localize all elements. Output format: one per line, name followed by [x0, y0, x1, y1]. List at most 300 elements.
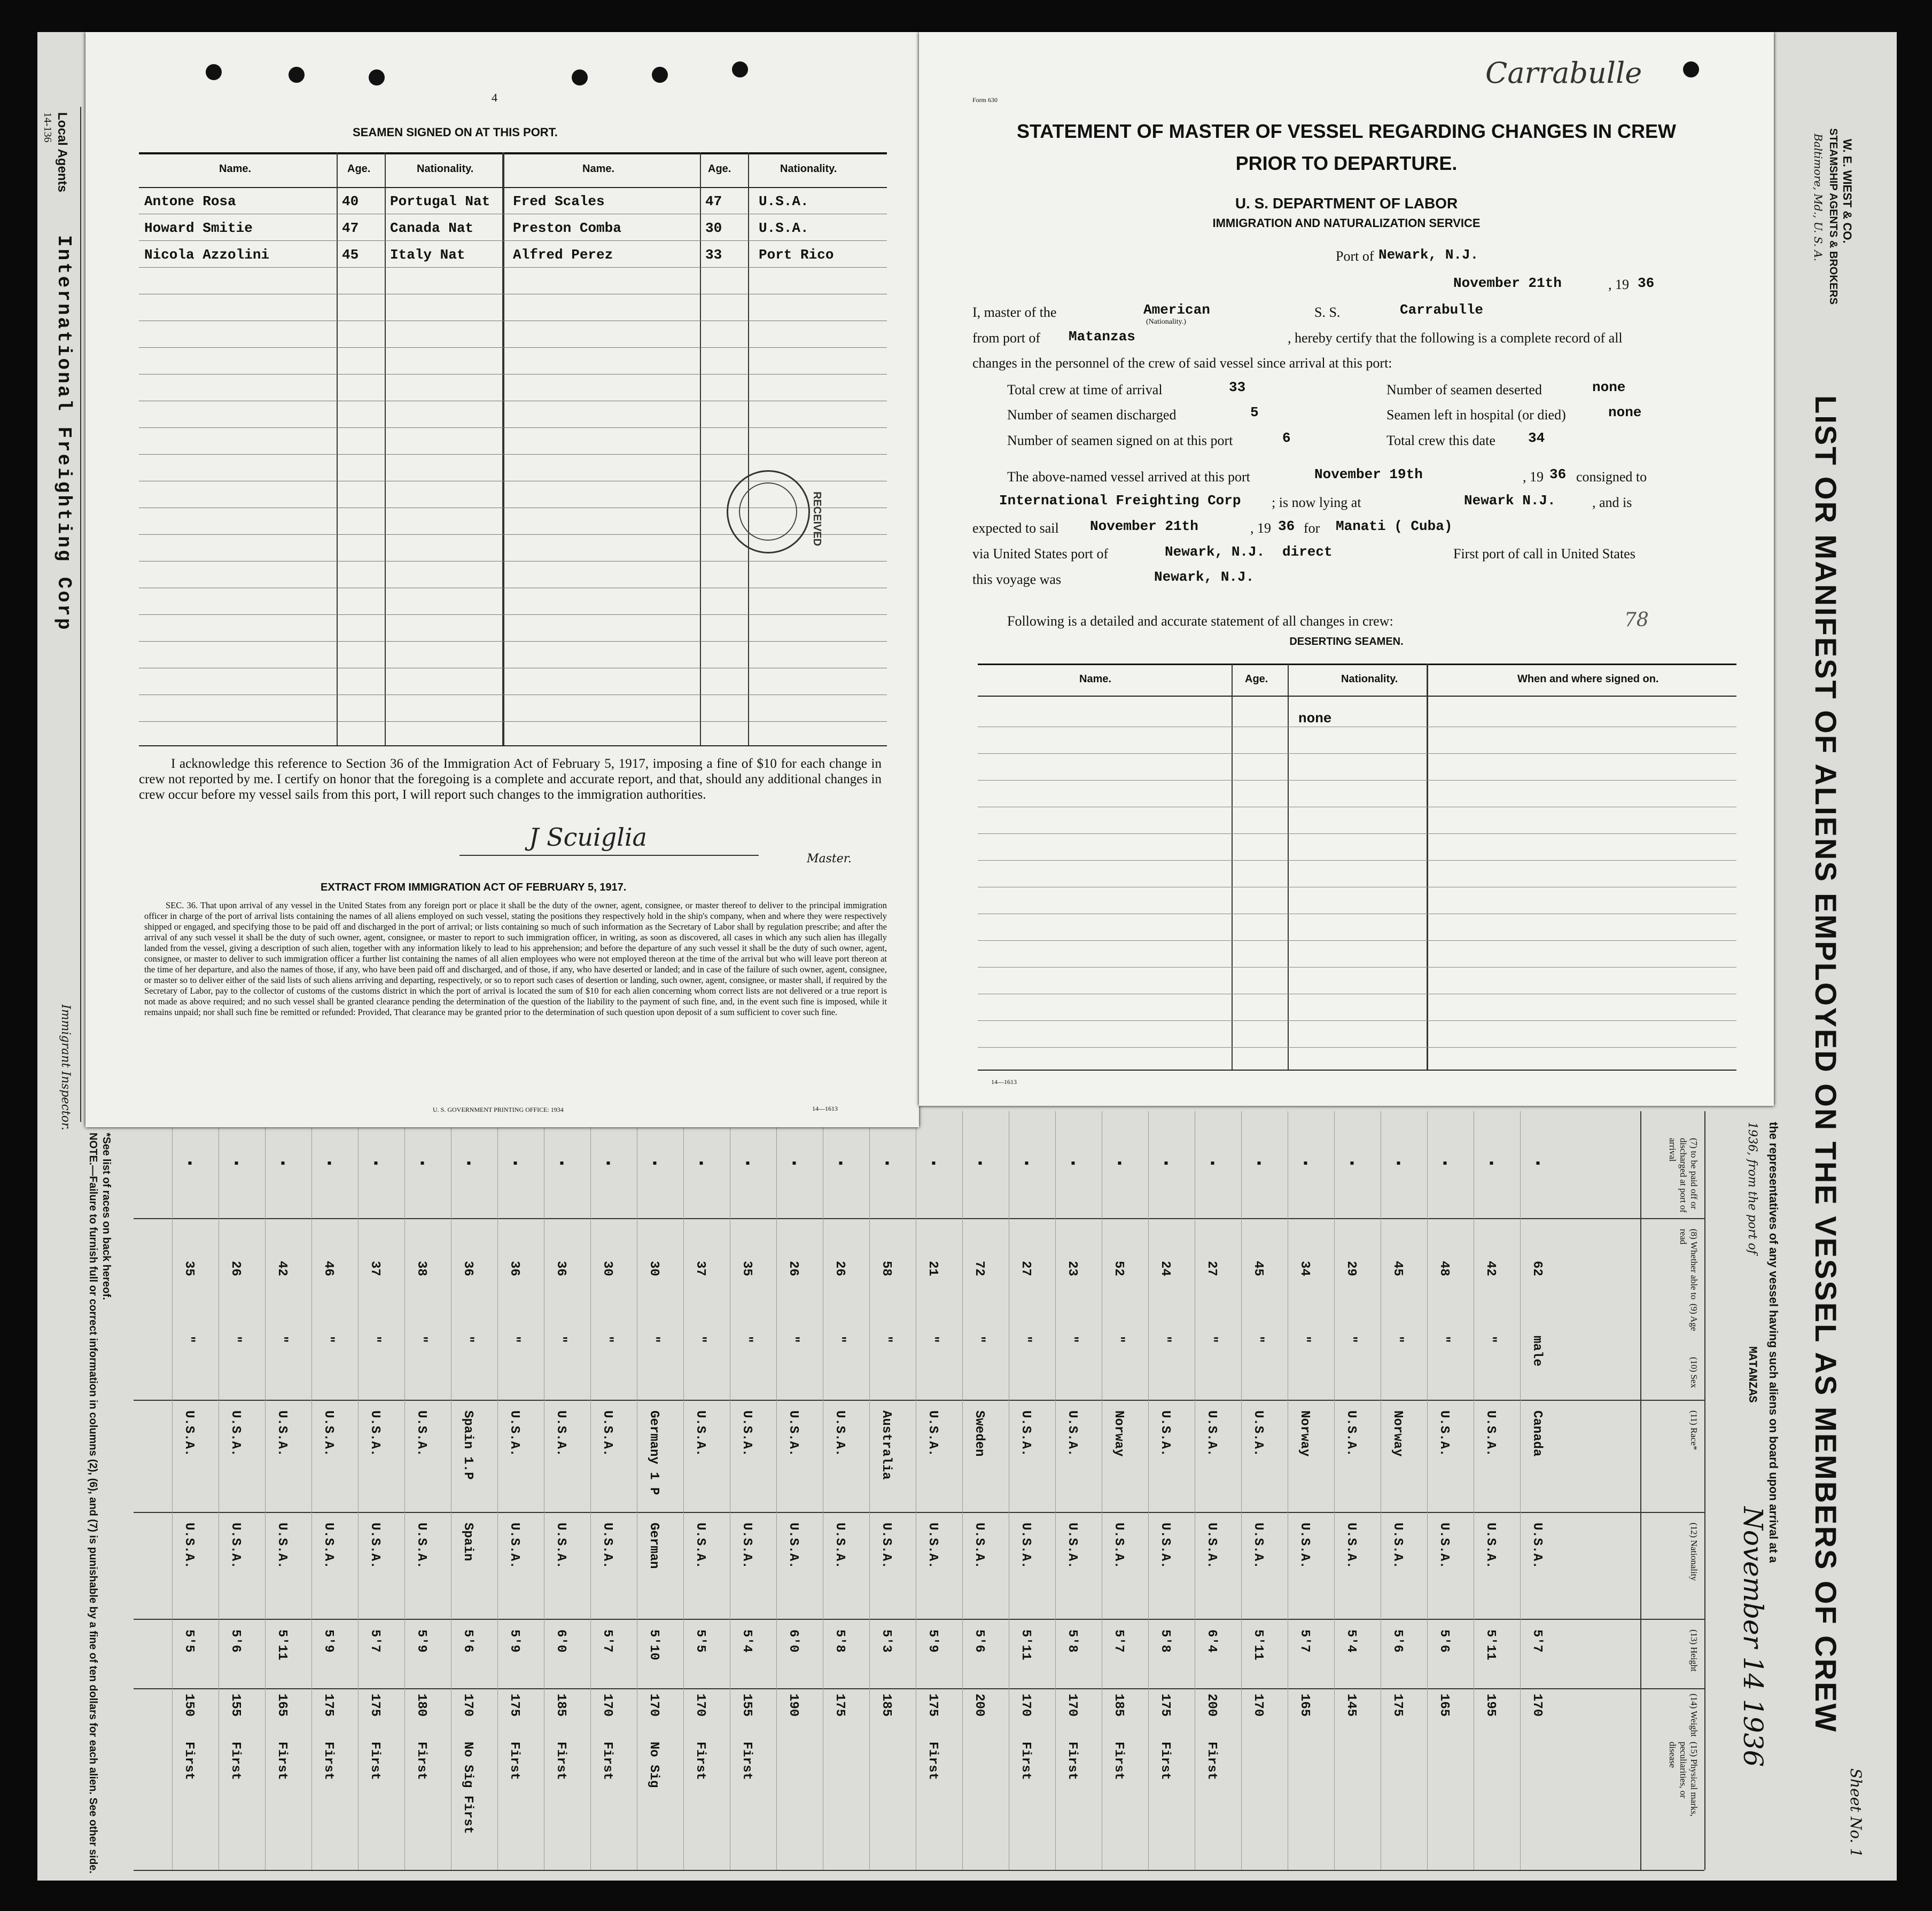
first-call-label: First port of call in United States — [1453, 546, 1635, 561]
manifest-col-header: (7) to be paid off or discharged at port of arrival — [1668, 1138, 1699, 1213]
manifest-weight: 170 — [461, 1694, 475, 1717]
manifest-race: U.S.A. — [786, 1410, 800, 1457]
manifest-race: U.S.A. — [1344, 1410, 1358, 1457]
manifest-height: 5'7 — [600, 1629, 614, 1653]
desert-header: Age. — [1245, 673, 1268, 685]
manifest-marks: First — [1158, 1742, 1172, 1781]
manifest-race: U.S.A. — [1158, 1410, 1172, 1457]
signed-on-cell: Canada Nat — [390, 220, 474, 236]
manifest-race: U.S.A. — [1437, 1410, 1451, 1457]
via-port: Newark, N.J. — [1165, 544, 1265, 560]
manifest-nationality: U.S.A. — [1018, 1523, 1033, 1569]
manifest-height: 5'9 — [414, 1629, 429, 1653]
manifest-age: 36 — [507, 1261, 521, 1276]
manifest-row-line — [1055, 1111, 1056, 1870]
manifest-nationality: U.S.A. — [507, 1523, 521, 1569]
manifest-sex: " — [925, 1336, 940, 1344]
manifest-row-line — [869, 1111, 870, 1870]
manifest-nationality: U.S.A. — [368, 1523, 382, 1569]
manifest-read-mark: ▪ — [879, 1159, 893, 1167]
manifest-nationality: U.S.A. — [600, 1523, 614, 1569]
column-header: Nationality. — [780, 163, 837, 175]
col-line — [337, 152, 338, 745]
manifest-row-line — [1427, 1111, 1428, 1870]
desert-row-line — [978, 1020, 1736, 1021]
col-sep-13 — [134, 1619, 1704, 1620]
manifest-weight: 175 — [925, 1694, 940, 1717]
manifest-weight: 170 — [1018, 1694, 1033, 1717]
manifest-col-header: (13) Height — [1689, 1629, 1699, 1672]
signed-on-cell: Alfred Perez — [513, 247, 613, 263]
manifest-height: 5'11 — [1251, 1629, 1265, 1660]
master-label: Master. — [807, 852, 852, 865]
manifest-height: 5'7 — [1530, 1629, 1544, 1653]
scribble-number: 78 — [1624, 609, 1649, 631]
manifest-weight: 200 — [1204, 1694, 1219, 1717]
manifest-weight: 175 — [1390, 1694, 1405, 1717]
manifest-sex: " — [1158, 1336, 1172, 1344]
row-line — [139, 614, 887, 615]
department: U. S. DEPARTMENT OF LABOR — [1235, 195, 1458, 212]
following-text: Following is a detailed and accurate statement of all changes in crew: — [1007, 613, 1393, 629]
punch-hole — [572, 69, 588, 85]
master-signature: J Scuiglia — [529, 823, 647, 852]
manifest-read-mark: ▪ — [368, 1159, 382, 1167]
agent-stamp-line3: Baltimore, Md., U. S. A. — [1812, 134, 1825, 262]
manifest-race: Australia — [879, 1410, 893, 1480]
total-today-value: 34 — [1528, 430, 1545, 446]
row-line — [139, 641, 887, 642]
manifest-sex: " — [1018, 1336, 1033, 1344]
manifest-read-mark: ▪ — [600, 1159, 614, 1167]
punch-hole — [206, 64, 222, 80]
manifest-read-mark: ▪ — [972, 1159, 986, 1167]
signed-on-cell: 47 — [705, 193, 722, 209]
manifest-read-mark: ▪ — [414, 1159, 429, 1167]
manifest-weight: 175 — [368, 1694, 382, 1717]
manifest-arrival-date: November 14 1936 — [1738, 1507, 1769, 1767]
manifest-nationality: U.S.A. — [1483, 1523, 1498, 1569]
manifest-sex: " — [554, 1336, 568, 1344]
acknowledgement-text: I acknowledge this reference to Section 36 of the Immigration Act of February 5, 1917, imposing a fine of $10 for each change in crew not reported by me. I certify on honor that the foregoing is a complete and accurate report, and that, should any additional changes in crew occur before my vessel sails from this port, I will report such changes to the immigration authorities. — [139, 756, 882, 802]
arrived-label: The above-named vessel arrived at this port — [1007, 469, 1250, 485]
manifest-nationality: U.S.A. — [1530, 1523, 1544, 1569]
manifest-height: 5'8 — [832, 1629, 847, 1653]
manifest-height: 5'9 — [925, 1629, 940, 1653]
statement-of-master-page — [919, 32, 1774, 1106]
manifest-age: 36 — [554, 1261, 568, 1276]
manifest-sex: " — [786, 1336, 800, 1344]
manifest-race: U.S.A. — [1204, 1410, 1219, 1457]
manifest-age: 35 — [739, 1261, 754, 1276]
arrived-date: November 19th — [1314, 466, 1423, 482]
manifest-weight: 175 — [1158, 1694, 1172, 1717]
manifest-read-mark: ▪ — [1344, 1159, 1358, 1167]
manifest-col-header: (15) Physical marks, peculiarities, or disease — [1668, 1742, 1699, 1817]
manifest-age: 26 — [832, 1261, 847, 1276]
statement-date: November 21th — [1453, 275, 1562, 291]
signed-on-cell: Port Rico — [759, 247, 834, 263]
margin-rule — [80, 107, 81, 1122]
manifest-weight: 145 — [1344, 1694, 1358, 1717]
col-sep-15 — [134, 1870, 1704, 1871]
manifest-age: 35 — [182, 1261, 196, 1276]
manifest-height: 5'6 — [228, 1629, 243, 1653]
manifest-read-mark: ▪ — [1111, 1159, 1126, 1167]
manifest-weight: 170 — [600, 1694, 614, 1717]
table-header-rule — [139, 187, 887, 188]
manifest-race: U.S.A. — [832, 1410, 847, 1457]
row-line — [139, 267, 887, 268]
certify-text: , hereby certify that the following is a complete record of all — [1288, 330, 1623, 346]
manifest-nationality: U.S.A. — [182, 1523, 196, 1569]
manifest-height: 6'0 — [786, 1629, 800, 1653]
voyage-port: Newark, N.J. — [1154, 569, 1255, 585]
signed-on-cell: 47 — [342, 220, 359, 236]
page-number: 4 — [492, 91, 497, 104]
manifest-age: 52 — [1111, 1261, 1126, 1276]
manifest-row-line — [172, 1111, 173, 1870]
voyage-label: this voyage was — [972, 572, 1062, 587]
manifest-weight: 175 — [507, 1694, 521, 1717]
ss-label: S. S. — [1314, 305, 1341, 320]
hospital-label: Seamen left in hospital (or died) — [1386, 407, 1566, 423]
manifest-race: U.S.A. — [414, 1410, 429, 1457]
desert-row-line — [978, 1047, 1736, 1048]
manifest-nationality: U.S.A. — [275, 1523, 289, 1569]
signed-on-cell: 45 — [342, 247, 359, 263]
manifest-race: U.S.A. — [554, 1410, 568, 1457]
discharged-label: Number of seamen discharged — [1007, 407, 1177, 423]
agent-stamp-line1: W. E. WIEST & CO. — [1841, 139, 1854, 244]
manifest-age: 42 — [1483, 1261, 1498, 1276]
manifest-race: U.S.A. — [275, 1410, 289, 1457]
manifest-race: Norway — [1297, 1410, 1312, 1457]
manifest-race: Germany 1 P — [646, 1410, 661, 1495]
manifest-height: 5'4 — [739, 1629, 754, 1653]
desert-col-line — [1288, 664, 1289, 1070]
manifest-col-header: (8) Whether able to read — [1678, 1229, 1699, 1300]
manifest-row-line — [683, 1111, 684, 1870]
column-header: Age. — [347, 163, 371, 175]
footnote-races: *See list of races on back hereof. — [100, 1133, 112, 1300]
manifest-read-mark: ▪ — [739, 1159, 754, 1167]
agent-stamp-line2: STEAMSHIP AGENTS & BROKERS — [1827, 128, 1839, 305]
manifest-nationality: German — [646, 1523, 661, 1569]
manifest-race: U.S.A. — [1251, 1410, 1265, 1457]
signed-on-cell: 40 — [342, 193, 359, 209]
manifest-sex: " — [1204, 1336, 1219, 1344]
master-of-label: I, master of the — [972, 305, 1057, 320]
manifest-row-line — [1520, 1111, 1521, 1870]
manifest-sex: " — [321, 1336, 336, 1344]
manifest-height: 5'6 — [972, 1629, 986, 1653]
manifest-marks: First — [321, 1742, 336, 1781]
signed-on-cell: U.S.A. — [759, 193, 809, 209]
manifest-age: 34 — [1297, 1261, 1312, 1276]
manifest-row-line — [1148, 1111, 1149, 1870]
deserted-value: none — [1592, 379, 1626, 395]
manifest-subtitle: the representatives of any vessel having such aliens on board upon arrival at a — [1767, 1122, 1780, 1563]
column-header: Name. — [582, 163, 615, 175]
manifest-race: U.S.A. — [1483, 1410, 1498, 1457]
manifest-race: U.S.A. — [739, 1410, 754, 1457]
manifest-sex: " — [275, 1336, 289, 1344]
service: IMMIGRATION AND NATURALIZATION SERVICE — [1212, 216, 1481, 230]
manifest-sex: " — [1297, 1336, 1312, 1344]
signed-on-cell: Italy Nat — [390, 247, 465, 263]
manifest-col-header: (11) Race* — [1689, 1410, 1699, 1450]
manifest-sex: " — [972, 1336, 986, 1344]
manifest-age: 23 — [1065, 1261, 1079, 1276]
manifest-read-mark: ▪ — [275, 1159, 289, 1167]
manifest-read-mark: ▪ — [925, 1159, 940, 1167]
signed-on-cell: Portugal Nat — [390, 193, 490, 209]
row-line — [139, 374, 887, 375]
punch-hole — [652, 67, 668, 83]
manifest-weight: 195 — [1483, 1694, 1498, 1717]
manifest-read-mark: ▪ — [321, 1159, 336, 1167]
manifest-row-line — [497, 1111, 498, 1870]
signature-line — [459, 855, 759, 856]
manifest-age: 45 — [1390, 1261, 1405, 1276]
consigned-to-label: consigned to — [1576, 469, 1647, 485]
manifest-weight: 200 — [972, 1694, 986, 1717]
manifest-marks: No Sig — [646, 1742, 661, 1788]
manifest-read-mark: ▪ — [554, 1159, 568, 1167]
manifest-sex: " — [368, 1336, 382, 1344]
manifest-sex: " — [600, 1336, 614, 1344]
manifest-marks: First — [693, 1742, 707, 1781]
col-sep-11 — [134, 1400, 1704, 1401]
manifest-row-line — [404, 1111, 405, 1870]
manifest-nationality: U.S.A. — [693, 1523, 707, 1569]
signed-on-cell: Antone Rosa — [144, 193, 236, 209]
manifest-marks: First — [182, 1742, 196, 1781]
manifest-race: U.S.A. — [693, 1410, 707, 1457]
manifest-row-line — [590, 1111, 591, 1870]
manifest-sex: " — [461, 1336, 475, 1344]
manifest-read-mark: ▪ — [1018, 1159, 1033, 1167]
manifest-age: 24 — [1158, 1261, 1172, 1276]
manifest-marks: First — [1111, 1742, 1126, 1781]
manifest-marks: First — [1065, 1742, 1079, 1781]
manifest-sex: " — [414, 1336, 429, 1344]
total-crew-arrival: 33 — [1229, 379, 1246, 395]
manifest-read-mark: ▪ — [1437, 1159, 1451, 1167]
and-is-label: , and is — [1592, 495, 1632, 510]
manifest-read-mark: ▪ — [832, 1159, 847, 1167]
statement-subtitle: PRIOR TO DEPARTURE. — [1235, 152, 1458, 174]
form-number: Form 630 — [972, 96, 998, 104]
desert-row-line — [978, 860, 1736, 861]
port-label: Port of — [1336, 248, 1374, 264]
vessel-nationality: American — [1143, 302, 1210, 318]
punch-hole — [369, 69, 385, 85]
received-stamp — [727, 470, 810, 553]
manifest-age: 72 — [972, 1261, 986, 1276]
manifest-weight: 175 — [832, 1694, 847, 1717]
manifest-row-line — [1241, 1111, 1242, 1870]
manifest-race: Norway — [1390, 1410, 1405, 1457]
changes-text: changes in the personnel of the crew of said vessel since arrival at this port: — [972, 355, 1392, 371]
manifest-age: 46 — [321, 1261, 336, 1276]
manifest-row-line — [358, 1111, 359, 1870]
signed-on-value: 6 — [1282, 430, 1291, 446]
manifest-sex: " — [1065, 1336, 1079, 1344]
manifest-nationality: U.S.A. — [786, 1523, 800, 1569]
manifest-age: 21 — [925, 1261, 940, 1276]
col-line — [385, 152, 386, 745]
form-code: 14—1613 — [812, 1105, 838, 1112]
manifest-age: 27 — [1018, 1261, 1033, 1276]
manifest-weight: 185 — [554, 1694, 568, 1717]
manifest-race: U.S.A. — [925, 1410, 940, 1457]
statement-title: STATEMENT OF MASTER OF VESSEL REGARDING CHANGES IN CREW — [1016, 120, 1677, 142]
manifest-nationality: U.S.A. — [1204, 1523, 1219, 1569]
total-crew-arrival-label: Total crew at time of arrival — [1007, 382, 1163, 397]
manifest-read-mark: ▪ — [646, 1159, 661, 1167]
punch-hole — [289, 67, 305, 83]
desert-table-top — [978, 664, 1736, 665]
manifest-sex: " — [739, 1336, 754, 1344]
lying-place: Newark N.J. — [1464, 493, 1556, 509]
manifest-sex: " — [1390, 1336, 1405, 1344]
manifest-nationality: U.S.A. — [1065, 1523, 1079, 1569]
manifest-race: U.S.A. — [1065, 1410, 1079, 1457]
manifest-height: 5'5 — [182, 1629, 196, 1653]
row-line — [139, 721, 887, 722]
desert-row-line — [978, 780, 1736, 781]
punch-hole — [732, 61, 748, 77]
manifest-age: 58 — [879, 1261, 893, 1276]
deserted-label: Number of seamen deserted — [1386, 382, 1542, 397]
manifest-race: U.S.A. — [368, 1410, 382, 1457]
local-agents-label: Local Agents — [55, 112, 69, 192]
manifest-marks: First — [1018, 1742, 1033, 1781]
signed-on-label: Number of seamen signed on at this port — [1007, 433, 1233, 448]
manifest-read-mark: ▪ — [1297, 1159, 1312, 1167]
manifest-row-line — [1334, 1111, 1335, 1870]
manifest-port: MATANZAS — [1746, 1346, 1759, 1403]
manifest-nationality: U.S.A. — [739, 1523, 754, 1569]
local-agents-code: 14-136 — [42, 112, 53, 143]
signed-on-heading: SEAMEN SIGNED ON AT THIS PORT. — [353, 126, 558, 139]
port-value: Newark, N.J. — [1378, 247, 1479, 263]
desert-table-bottom — [978, 1070, 1736, 1071]
manifest-col-header: (14) Weight — [1689, 1694, 1699, 1737]
manifest-marks: No Sig First — [461, 1742, 475, 1834]
manifest-age: 27 — [1204, 1261, 1219, 1276]
manifest-height: 5'8 — [1158, 1629, 1172, 1653]
sail-year-prefix: , 19 — [1250, 520, 1271, 536]
manifest-height: 5'10 — [646, 1629, 661, 1660]
manifest-sex: " — [1344, 1336, 1358, 1344]
manifest-sex: " — [646, 1336, 661, 1344]
manifest-race: U.S.A. — [600, 1410, 614, 1457]
col-sep-12 — [134, 1512, 1704, 1513]
manifest-height: 5'9 — [321, 1629, 336, 1653]
manifest-read-mark: ▪ — [182, 1159, 196, 1167]
manifest-race: Canada — [1530, 1410, 1544, 1457]
manifest-read-mark: ▪ — [1251, 1159, 1265, 1167]
manifest-nationality: U.S.A. — [321, 1523, 336, 1569]
manifest-nationality: U.S.A. — [972, 1523, 986, 1569]
manifest-height: 6'0 — [554, 1629, 568, 1653]
manifest-sex: " — [1437, 1336, 1451, 1344]
nationality-label: (Nationality.) — [1146, 318, 1186, 326]
manifest-weight: 150 — [182, 1694, 196, 1717]
manifest-nationality: U.S.A. — [1251, 1523, 1265, 1569]
arrived-year-prefix: , 19 — [1523, 469, 1544, 485]
manifest-row-line — [962, 1111, 963, 1870]
manifest-sex: " — [879, 1336, 893, 1344]
manifest-age: 36 — [461, 1261, 475, 1276]
manifest-read-mark: ▪ — [1390, 1159, 1405, 1167]
manifest-marks: First — [739, 1742, 754, 1781]
manifest-marks: First — [554, 1742, 568, 1781]
manifest-weight: 170 — [693, 1694, 707, 1717]
expected-label: expected to sail — [972, 520, 1059, 536]
for-label: for — [1304, 520, 1320, 536]
manifest-height: 5'4 — [1344, 1629, 1358, 1653]
manifest-marks: First — [600, 1742, 614, 1781]
year-prefix: , 19 — [1608, 277, 1629, 292]
manifest-marks: First — [275, 1742, 289, 1781]
via-label: via United States port of — [972, 546, 1109, 561]
row-line — [139, 454, 887, 455]
manifest-height: 5'11 — [1018, 1629, 1033, 1660]
manifest-weight: 185 — [1111, 1694, 1126, 1717]
seamen-signed-on-page — [85, 32, 919, 1127]
col-sep-8 — [134, 1218, 1704, 1219]
manifest-col-header: (10) Sex — [1689, 1357, 1699, 1389]
manifest-read-mark: ▪ — [1158, 1159, 1172, 1167]
statement-year: 36 — [1638, 275, 1655, 291]
manifest-height: 5'6 — [1390, 1629, 1405, 1653]
manifest-nationality: U.S.A. — [1344, 1523, 1358, 1569]
manifest-sex: " — [1251, 1336, 1265, 1344]
manifest-nationality: U.S.A. — [1158, 1523, 1172, 1569]
extract-title: EXTRACT FROM IMMIGRATION ACT OF FEBRUARY 5, 1917. — [321, 882, 627, 893]
manifest-nationality: U.S.A. — [879, 1523, 893, 1569]
desert-header: Nationality. — [1341, 673, 1398, 685]
column-header: Name. — [219, 163, 252, 175]
punch-hole — [1683, 61, 1699, 77]
from-port-label: from port of — [972, 330, 1041, 346]
header-rule — [1704, 1111, 1705, 1870]
consignee: International Freighting Corp — [999, 493, 1241, 509]
sail-year: 36 — [1278, 518, 1295, 534]
manifest-read-mark: ▪ — [1530, 1159, 1544, 1167]
manifest-height: 5'9 — [507, 1629, 521, 1653]
manifest-age: 26 — [786, 1261, 800, 1276]
manifest-weight: 155 — [228, 1694, 243, 1717]
column-header: Age. — [708, 163, 731, 175]
manifest-age: 30 — [646, 1261, 661, 1276]
header-rule-2 — [1640, 1111, 1641, 1870]
desert-row-line — [978, 753, 1736, 754]
col-line — [700, 152, 701, 745]
destination: Manati ( Cuba) — [1336, 518, 1453, 534]
manifest-weight: 170 — [1251, 1694, 1265, 1717]
manifest-read-mark: ▪ — [461, 1159, 475, 1167]
manifest-age: 45 — [1251, 1261, 1265, 1276]
signed-on-cell: Nicola Azzolini — [144, 247, 270, 263]
manifest-race: U.S.A. — [507, 1410, 521, 1457]
manifest-sex: " — [1483, 1336, 1498, 1344]
manifest-weight: 175 — [321, 1694, 336, 1717]
